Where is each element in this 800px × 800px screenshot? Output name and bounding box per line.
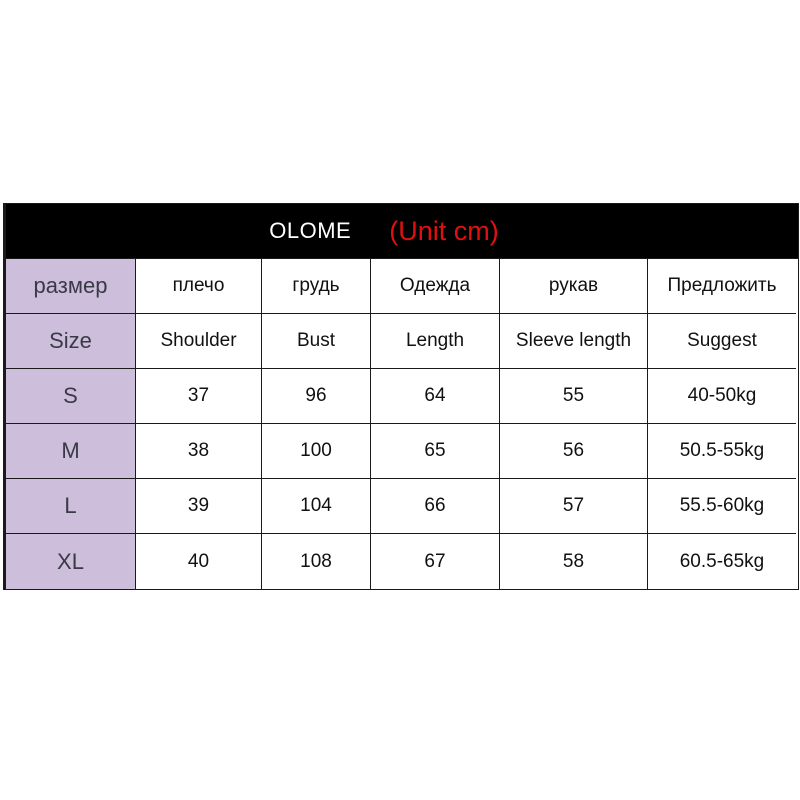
header-cell-ru: плечо <box>136 259 262 314</box>
measurement-cell: 104 <box>262 479 371 534</box>
header-cell-ru: Одежда <box>371 259 500 314</box>
size-chart-table <box>3 203 799 590</box>
measurement-cell: 58 <box>500 534 648 589</box>
header-cell-en: Shoulder <box>136 314 262 369</box>
header-cell-ru: рукав <box>500 259 648 314</box>
measurement-cell: 39 <box>136 479 262 534</box>
header-cell-en: Sleeve length <box>500 314 648 369</box>
header-cell-en: Suggest <box>648 314 796 369</box>
table-title-bar <box>6 204 798 259</box>
measurement-cell: 40 <box>136 534 262 589</box>
size-label-cell: M <box>6 424 136 479</box>
header-cell-ru: Предложить <box>648 259 796 314</box>
measurement-cell: 57 <box>500 479 648 534</box>
unit-note: (Unit cm) <box>389 215 499 246</box>
size-label-cell: XL <box>6 534 136 589</box>
measurement-cell: 40-50kg <box>648 369 796 424</box>
measurement-cell: 60.5-65kg <box>679 550 765 572</box>
measurement-cell: 37 <box>136 369 262 424</box>
size-grid <box>6 259 798 589</box>
header-cell-en: Bust <box>262 314 371 369</box>
measurement-cell: 100 <box>262 424 371 479</box>
measurement-cell: 96 <box>262 369 371 424</box>
header-cell-en: Length <box>371 314 500 369</box>
measurement-cell: 55 <box>500 369 648 424</box>
measurement-cell: 67 <box>371 534 500 589</box>
header-cell-ru: грудь <box>262 259 371 314</box>
size-label-cell: L <box>6 479 136 534</box>
measurement-cell: 56 <box>500 424 648 479</box>
measurement-cell: 108 <box>262 534 371 589</box>
measurement-cell: 66 <box>371 479 500 534</box>
header-cell-en: Size <box>6 314 136 369</box>
brand-name: OLOME <box>269 218 352 243</box>
size-label-cell: S <box>6 369 136 424</box>
header-cell-ru: размер <box>6 259 136 314</box>
measurement-cell: 55.5-60kg <box>648 479 796 534</box>
measurement-cell: 64 <box>371 369 500 424</box>
measurement-cell: 65 <box>371 424 500 479</box>
measurement-cell: 50.5-55kg <box>648 424 796 479</box>
measurement-cell: 38 <box>136 424 262 479</box>
